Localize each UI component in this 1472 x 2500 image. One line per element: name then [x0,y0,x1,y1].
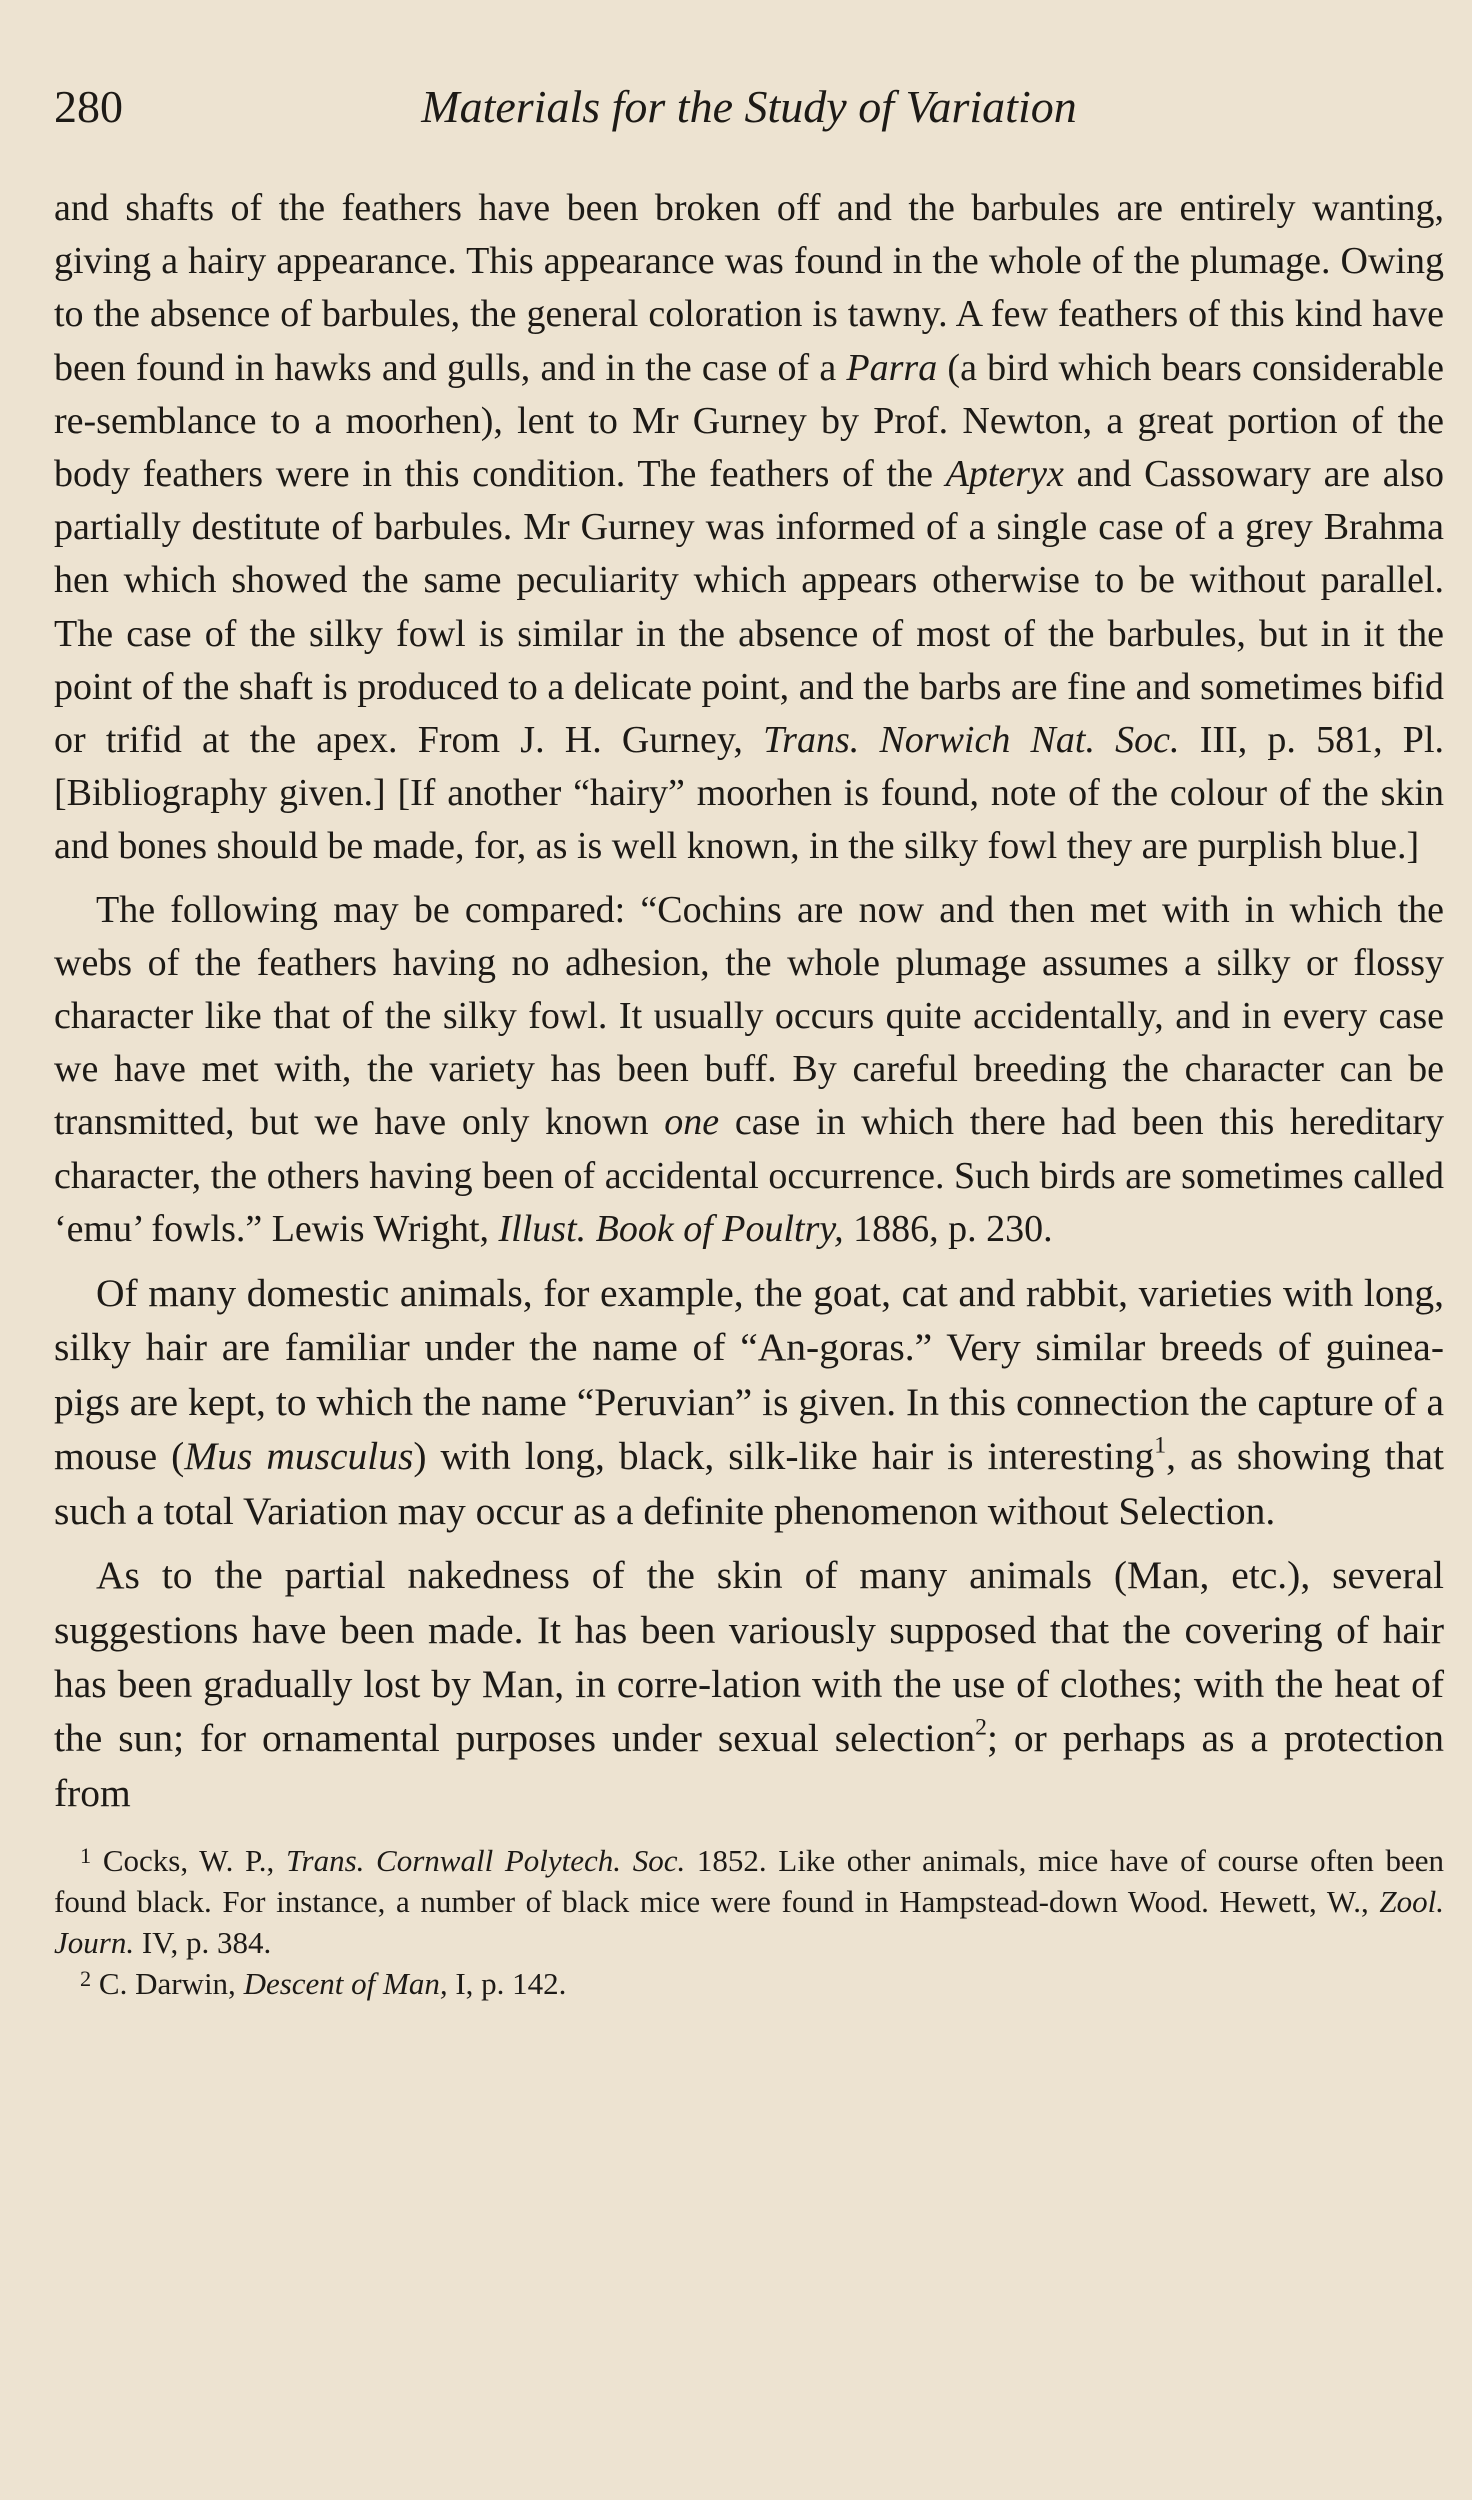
italic-run: Trans. Norwich Nat. Soc. [763,719,1180,762]
page-header [54,80,1444,164]
text-run: IV, p. 384. [134,1925,272,1961]
paragraph-3 [54,1266,1444,1538]
footnote-ref-1[interactable]: 1 [1154,1432,1167,1459]
paragraph-4 [54,1548,1444,1820]
text-run: III, p. 581, Pl. [Bibliography given.] [If another “hairy” moorhen is found, note of the colour of the skin and bones should be made, for, as is well known, in the silky fowl they are purplish blue.] [54,719,1444,868]
footnote-2 [54,1963,1444,2004]
text-run: The following may be compared: “Cochins are now and then met with in which the webs of the feathers having no adhesion, the whole plumage assumes a silky or flossy character like that of the silky fowl. It usually occurs quite accidentally, and in every case we have met with, the variety has been buff. By careful breeding the character can be transmitted, but we have only known [54,888,1444,1144]
text-run: ; or perhaps as a protection from [54,1716,1445,1815]
text-run: ) with long, black, silk-like hair is interesting [413,1434,1155,1479]
body-text [54,182,1444,1820]
paragraph-2 [54,884,1444,1256]
text-run: Of many domestic animals, for example, the goat, cat and rabbit, varieties with long, silky hair are familiar under the name of “An-goras.” Very similar breeds of guinea-pigs are kept, to which the name “Peruvian” is given. In this connection the capture of a mouse ( [54,1271,1444,1479]
book-page [54,80,1444,2004]
text-run: C. Darwin, [91,1966,244,2002]
text-run: and Cassowary are also partially destitute of barbules. Mr Gurney was informed of a single case of a grey Brahma hen which showed the same peculiarity which appears otherwise to be without parallel. The case of the silky fowl is similar in the absence of most of the barbules, but in it the point of the shaft is produced to a delicate point, and the barbs are fine and sometimes bifid or trifid at the apex. From J. H. Gurney, [54,453,1444,762]
italic-run: Illust. Book of Poultry, [498,1207,844,1250]
footnotes [54,1840,1444,2004]
italic-run: Mus musculus [184,1434,414,1479]
text-run: I, p. 142. [447,1966,567,2002]
italic-run: Zool. Journ. [54,1884,1444,1961]
italic-run: one [664,1101,720,1144]
text-run: 1852. Like other animals, mice have of course often been found black. For instance, a number of black mice were found in Hampstead-down Wood. Hewett, W., [54,1843,1445,1920]
text-run: As to the partial nakedness of the skin of many animals (Man, etc.), several suggestions have been made. It has been variously supposed that the covering of hair has been gradually lost by Man, in corre-lation with the use of clothes; with the heat of the sun; for ornamental purposes under sexual selection [54,1553,1444,1761]
text-run: , as showing that such a total Variation may occur as a definite phenomenon without Selection. [54,1434,1444,1533]
italic-run: Trans. Cornwall Polytech. Soc. [285,1843,686,1879]
italic-run: Descent of Man, [243,1966,448,2002]
footnote-marker: 1 [80,1843,92,1869]
page-number: 280 [54,81,123,132]
footnote-ref-2[interactable]: 2 [975,1714,987,1741]
text-run: case in which there had been this hereditary character, the others having been of accidental occurrence. Such birds are sometimes called ‘emu’ fowls.” Lewis Wright, [54,1101,1445,1250]
italic-run: Apteryx [945,453,1064,496]
text-run: (a bird which bears considerable re-semblance to a moorhen), lent to Mr Gurney by Prof. Newton, a great portion of the body feathers were in this condition. The feathers of the [54,346,1444,496]
running-title: Materials for the Study of Variation [421,81,1077,132]
footnote-marker: 2 [80,1966,92,1992]
footnote-1 [54,1840,1444,1963]
text-run: and shafts of the feathers have been broken off and the barbules are entirely wanting, giving a hairy appearance. This appearance was found in the whole of the plumage. Owing to the absence of barbules, the general coloration is tawny. A few feathers of this kind have been found in hawks and gulls, and in the case of a [54,187,1444,389]
text-run: Cocks, W. P., [91,1843,286,1879]
paragraph-1 [54,182,1444,874]
text-run: 1886, p. 230. [843,1207,1053,1250]
italic-run: Parra [846,346,938,389]
